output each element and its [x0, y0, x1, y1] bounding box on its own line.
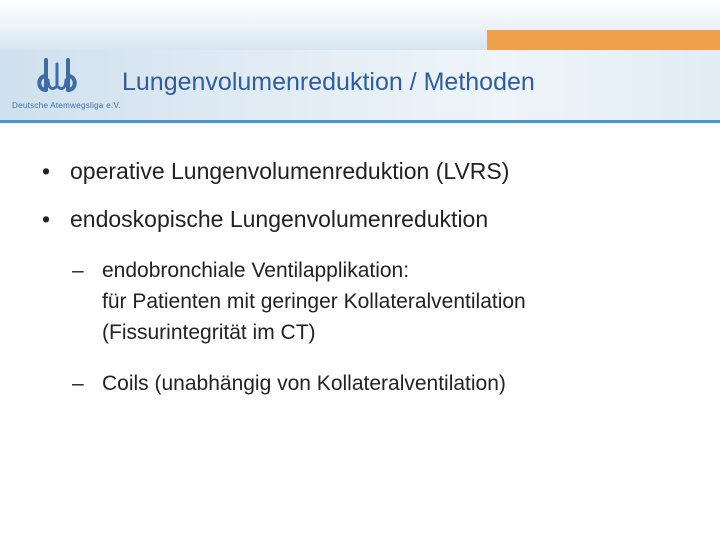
header-divider	[0, 120, 720, 123]
dash-marker: –	[72, 372, 84, 395]
sub-item-line: für Patienten mit geringer Kollateralventilation	[102, 290, 526, 313]
bullet-text: endoskopische Lungenvolumenreduktion	[70, 206, 489, 232]
dash-marker: –	[72, 259, 84, 282]
bullet-item	[42, 158, 509, 185]
sub-item-text	[102, 368, 506, 399]
bullet-text: operative Lungenvolumenreduktion (LVRS)	[70, 158, 510, 184]
bullet-item	[42, 206, 488, 233]
slide-title: Lungenvolumenreduktion / Methoden	[122, 68, 535, 96]
bullet-dot: •	[42, 206, 51, 232]
sub-item-text	[102, 255, 526, 348]
atemwegsliga-logo-icon	[34, 56, 80, 98]
sub-item-line: endobronchiale Ventilapplikation:	[102, 259, 410, 282]
logo-caption: Deutsche Atemwegsliga e.V.	[12, 101, 121, 110]
bullet-dot: •	[42, 158, 51, 184]
sub-item-line: (Fissurintegrität im CT)	[102, 321, 316, 344]
orange-accent-bar	[487, 30, 720, 50]
sub-item-line: Coils (unabhängig von Kollateralventilation)	[102, 372, 506, 395]
